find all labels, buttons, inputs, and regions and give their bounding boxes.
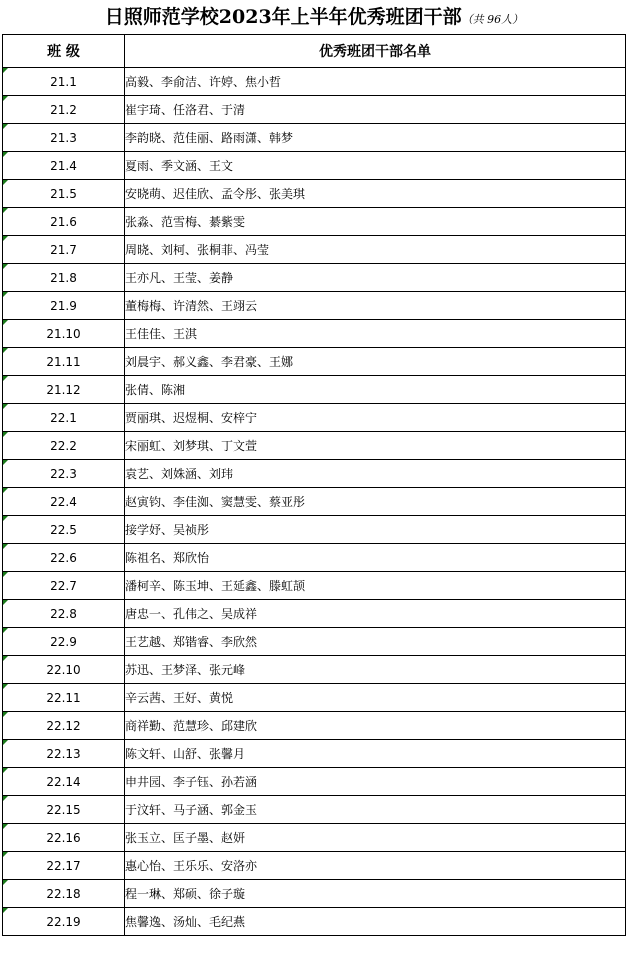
table-row [3,292,626,320]
table-row [3,68,626,96]
table-row [3,432,626,460]
names-cell[interactable]: 商祥勤、范慧珍、邱建欣 [125,712,626,740]
table-row [3,908,626,936]
table-row [3,488,626,516]
class-cell[interactable] [3,712,125,740]
cell-marker-icon [3,824,8,829]
class-cell[interactable] [3,880,125,908]
table-row [3,152,626,180]
names-cell[interactable]: 王艺越、郑锴睿、李欣然 [125,628,626,656]
class-label: 21.11 [46,354,81,369]
cell-marker-icon [3,124,8,129]
class-cell[interactable] [3,180,125,208]
class-label: 22.14 [46,774,81,789]
cell-marker-icon [3,628,8,633]
cell-marker-icon [3,768,8,773]
class-cell[interactable] [3,208,125,236]
table-row [3,572,626,600]
class-cell[interactable] [3,600,125,628]
names-cell[interactable]: 宋丽虹、刘梦琪、丁文萱 [125,432,626,460]
table-row [3,684,626,712]
table-row [3,712,626,740]
cell-marker-icon [3,908,8,913]
document-title [0,0,628,34]
class-label: 22.12 [46,718,81,733]
class-cell[interactable] [3,740,125,768]
class-cell[interactable] [3,768,125,796]
class-cell[interactable] [3,236,125,264]
class-cell[interactable] [3,656,125,684]
names-cell[interactable]: 张淼、范雪梅、綦紫雯 [125,208,626,236]
table-row [3,124,626,152]
class-label: 21.4 [50,158,77,173]
names-cell[interactable]: 夏雨、季文涵、王文 [125,152,626,180]
table-row [3,852,626,880]
cell-marker-icon [3,796,8,801]
table-row [3,796,626,824]
class-label: 21.6 [50,214,77,229]
cell-marker-icon [3,432,8,437]
names-cell[interactable]: 于汶轩、马子涵、郭金玉 [125,796,626,824]
names-cell[interactable]: 张倩、陈湘 [125,376,626,404]
class-cell[interactable] [3,96,125,124]
names-cell[interactable]: 接学妤、吴祯彤 [125,516,626,544]
cell-marker-icon [3,852,8,857]
class-cell[interactable] [3,376,125,404]
class-cell[interactable] [3,460,125,488]
class-label: 22.8 [50,606,77,621]
class-label: 21.5 [50,186,77,201]
names-cell[interactable]: 袁艺、刘姝涵、刘玮 [125,460,626,488]
names-cell[interactable]: 辛云茜、王好、黄悦 [125,684,626,712]
table-row [3,208,626,236]
table-row [3,656,626,684]
class-label: 22.7 [50,578,77,593]
title-count-note: （共 96人） [461,13,524,26]
names-cell[interactable]: 刘晨宇、郝义鑫、李君豪、王娜 [125,348,626,376]
cell-marker-icon [3,600,8,605]
class-label: 21.8 [50,270,77,285]
class-cell[interactable] [3,628,125,656]
table-row [3,600,626,628]
class-label: 22.1 [50,410,77,425]
cell-marker-icon [3,880,8,885]
class-cell[interactable] [3,320,125,348]
class-cell[interactable] [3,488,125,516]
names-cell[interactable]: 王亦凡、王莹、姜静 [125,264,626,292]
names-cell[interactable]: 王佳佳、王淇 [125,320,626,348]
names-cell[interactable]: 崔宇琦、任洛君、于清 [125,96,626,124]
class-label: 21.10 [46,326,81,341]
class-cell[interactable] [3,544,125,572]
cell-marker-icon [3,68,8,73]
class-cell[interactable] [3,908,125,936]
table-row [3,460,626,488]
names-cell[interactable]: 张玉立、匡子墨、赵妍 [125,824,626,852]
class-cell[interactable] [3,852,125,880]
header-names: 优秀班团干部名单 [125,35,626,68]
table-header-row [3,35,626,68]
class-cell[interactable] [3,152,125,180]
class-label: 21.1 [50,74,77,89]
cell-marker-icon [3,516,8,521]
class-label: 21.2 [50,102,77,117]
cell-marker-icon [3,460,8,465]
table-row [3,180,626,208]
names-cell[interactable]: 贾丽琪、迟煜桐、安梓宁 [125,404,626,432]
class-label: 22.19 [46,914,81,929]
table-row [3,880,626,908]
class-label: 22.13 [46,746,81,761]
names-cell[interactable]: 潘柯辛、陈玉坤、王延鑫、滕虹颉 [125,572,626,600]
class-cell[interactable] [3,348,125,376]
names-cell[interactable]: 唐忠一、孔伟之、吴成祥 [125,600,626,628]
cell-marker-icon [3,572,8,577]
names-cell[interactable]: 安晓萌、迟佳欣、孟令彤、张美琪 [125,180,626,208]
cell-marker-icon [3,656,8,661]
cell-marker-icon [3,152,8,157]
class-label: 22.17 [46,858,81,873]
table-row [3,264,626,292]
class-cell[interactable] [3,264,125,292]
class-label: 22.6 [50,550,77,565]
table-row [3,516,626,544]
cell-marker-icon [3,180,8,185]
names-cell[interactable]: 高毅、李俞洁、许婷、焦小哲 [125,68,626,96]
table-row [3,544,626,572]
class-label: 22.2 [50,438,77,453]
cell-marker-icon [3,404,8,409]
names-cell[interactable]: 赵寅钧、李佳洳、窦慧雯、蔡亚彤 [125,488,626,516]
class-label: 22.10 [46,662,81,677]
class-cell[interactable] [3,796,125,824]
class-cell[interactable] [3,68,125,96]
names-cell[interactable]: 李韵晓、范佳丽、路雨潇、韩梦 [125,124,626,152]
cell-marker-icon [3,208,8,213]
table-row [3,740,626,768]
class-label: 21.3 [50,130,77,145]
class-label: 22.11 [46,690,81,705]
class-label: 22.4 [50,494,77,509]
table-row [3,236,626,264]
table-row [3,348,626,376]
cell-marker-icon [3,712,8,717]
cell-marker-icon [3,684,8,689]
cell-marker-icon [3,376,8,381]
cadre-table [2,34,626,936]
cell-marker-icon [3,236,8,241]
header-class: 班 级 [3,35,125,68]
class-label: 22.5 [50,522,77,537]
class-cell[interactable] [3,404,125,432]
class-label: 22.9 [50,634,77,649]
table-row [3,628,626,656]
table-row [3,376,626,404]
names-cell[interactable]: 董梅梅、许清然、王翊云 [125,292,626,320]
table-row [3,824,626,852]
names-cell[interactable]: 焦馨逸、汤灿、毛纪燕 [125,908,626,936]
names-cell[interactable]: 苏迅、王梦泽、张元峰 [125,656,626,684]
class-label: 21.12 [46,382,81,397]
class-label: 22.16 [46,830,81,845]
table-row [3,404,626,432]
cell-marker-icon [3,264,8,269]
class-cell[interactable] [3,516,125,544]
class-label: 22.15 [46,802,81,817]
table-row [3,320,626,348]
names-cell[interactable]: 程一琳、郑硕、徐子璇 [125,880,626,908]
class-cell[interactable] [3,432,125,460]
cell-marker-icon [3,96,8,101]
class-cell[interactable] [3,292,125,320]
class-cell[interactable] [3,124,125,152]
class-label: 22.18 [46,886,81,901]
cell-marker-icon [3,740,8,745]
table-body [3,68,626,936]
table-row [3,768,626,796]
class-cell[interactable] [3,572,125,600]
names-cell[interactable]: 周晓、刘柯、张桐菲、冯莹 [125,236,626,264]
class-cell[interactable] [3,824,125,852]
cell-marker-icon [3,544,8,549]
title-text: 日照师范学校2023年上半年优秀班团干部 [104,6,462,28]
cell-marker-icon [3,488,8,493]
names-cell[interactable]: 惠心怡、王乐乐、安洛亦 [125,852,626,880]
class-label: 21.9 [50,298,77,313]
names-cell[interactable]: 申井园、李子钰、孙若涵 [125,768,626,796]
class-label: 22.3 [50,466,77,481]
names-cell[interactable]: 陈祖名、郑欣怡 [125,544,626,572]
cell-marker-icon [3,292,8,297]
class-cell[interactable] [3,684,125,712]
cell-marker-icon [3,320,8,325]
cell-marker-icon [3,348,8,353]
class-label: 21.7 [50,242,77,257]
names-cell[interactable]: 陈文轩、山舒、张馨月 [125,740,626,768]
table-row [3,96,626,124]
